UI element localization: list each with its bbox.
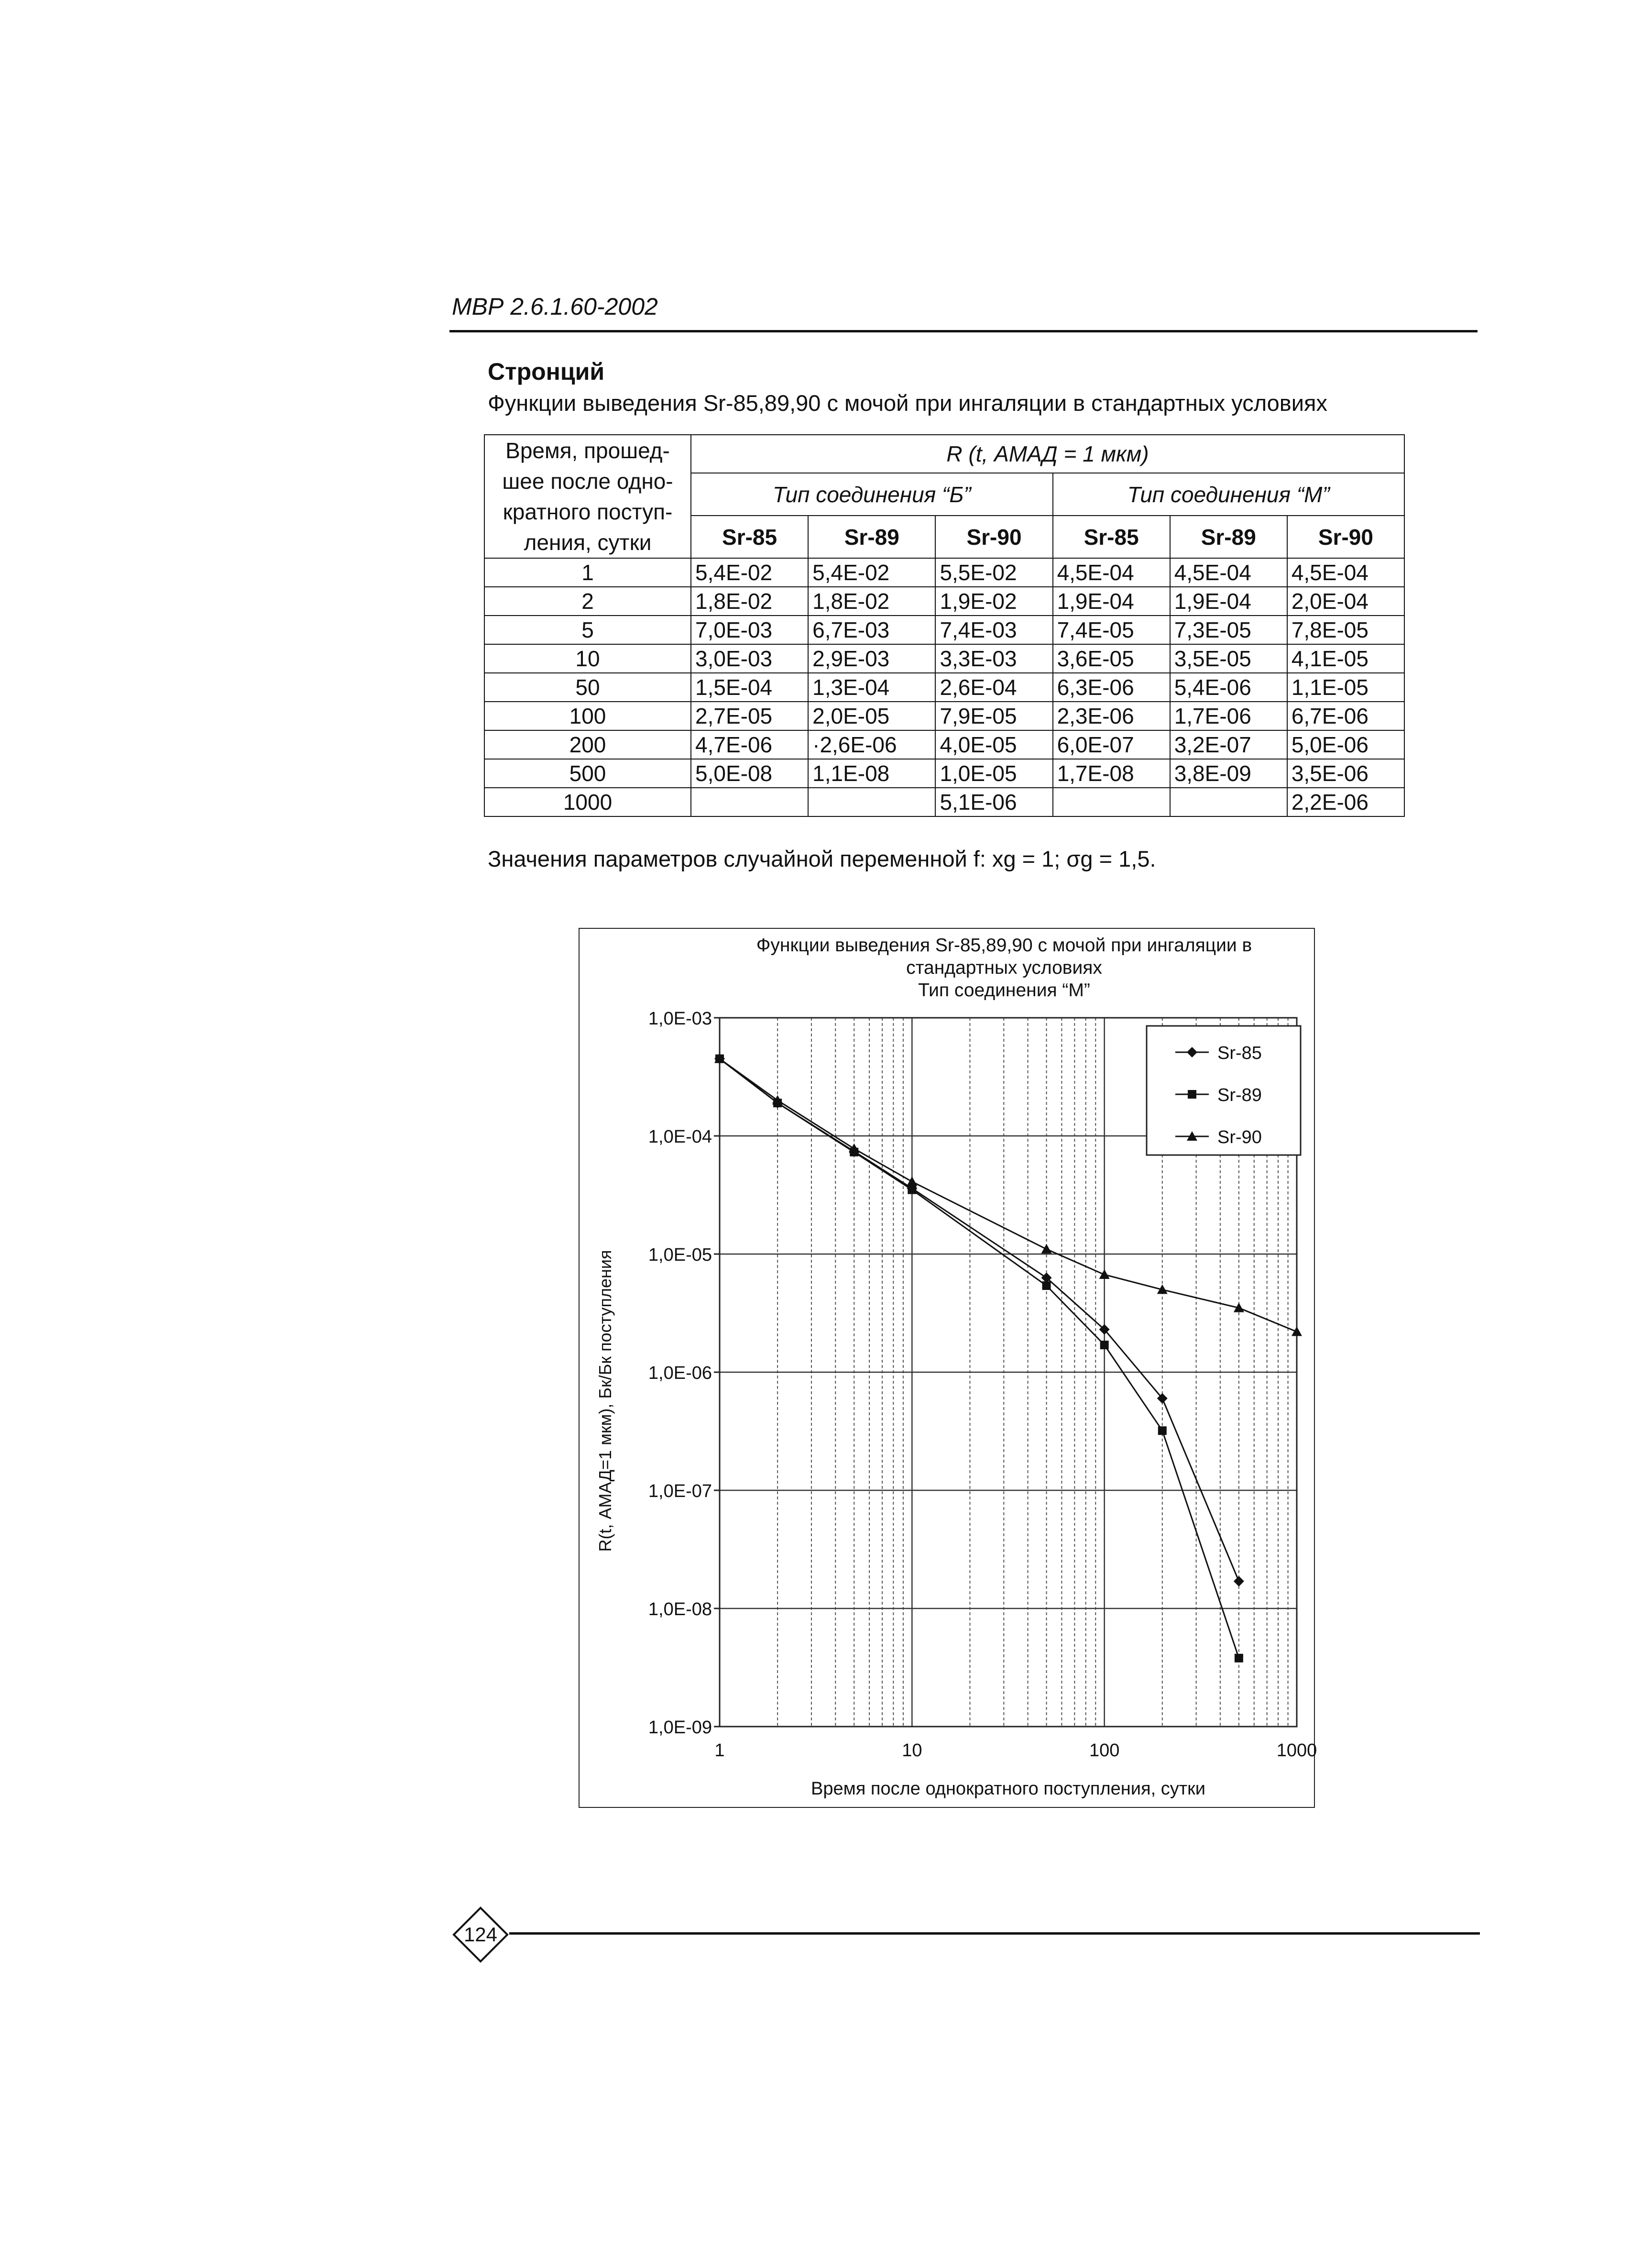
params-text: Значения параметров случайной переменной f: xg = 1; σg = 1,5. [488, 846, 1156, 871]
data-point-sr-90 [1041, 1244, 1052, 1254]
data-point-sr-89 [1235, 1654, 1243, 1662]
value-cell: 2,3E-06 [1053, 702, 1170, 730]
data-point-sr-89 [1100, 1341, 1109, 1349]
value-cell: 7,0E-03 [691, 616, 808, 644]
value-cell: 5,4E-02 [808, 558, 935, 587]
time-cell: 5 [484, 616, 691, 644]
isotope-header: Sr-89 [1170, 516, 1287, 558]
value-cell: 3,6E-05 [1053, 644, 1170, 673]
chart-title-line: Тип соединения “М” [918, 980, 1090, 1001]
value-cell: 1,3E-04 [808, 673, 935, 702]
data-point-sr-89 [908, 1186, 916, 1194]
chart-title-line: стандартных условиях [906, 958, 1102, 978]
data-point-sr-90 [1292, 1326, 1302, 1336]
x-tick-label: 1 [714, 1740, 725, 1761]
data-point-sr-89 [1042, 1281, 1051, 1290]
y-axis-title: R(t, АМАД=1 мкм), Бк/Бк поступления [595, 1250, 615, 1552]
value-cell: 5,1E-06 [935, 788, 1052, 816]
y-tick-label: 1,0E-03 [648, 1009, 712, 1029]
time-cell: 100 [484, 702, 691, 730]
data-point-sr-90 [907, 1177, 917, 1186]
x-axis-title: Время после однократного поступления, сутки [811, 1779, 1205, 1799]
value-cell: 2,2E-06 [1287, 788, 1404, 816]
x-tick-label: 1000 [1276, 1740, 1317, 1761]
value-cell: 5,5E-02 [935, 558, 1052, 587]
isotope-header: Sr-85 [691, 516, 808, 558]
value-cell: 7,4E-03 [935, 616, 1052, 644]
y-tick-label: 1,0E-09 [648, 1718, 712, 1738]
time-cell: 10 [484, 644, 691, 673]
time-cell: 50 [484, 673, 691, 702]
r-header: R (t, АМАД = 1 мкм) [691, 435, 1404, 473]
value-cell: 6,3E-06 [1053, 673, 1170, 702]
value-cell: 2,0E-04 [1287, 587, 1404, 616]
legend-label: Sr-85 [1217, 1043, 1262, 1063]
value-cell: 1,0E-05 [935, 759, 1052, 788]
value-cell: 1,8E-02 [808, 587, 935, 616]
value-cell: 6,0E-07 [1053, 730, 1170, 759]
value-cell: 4,1E-05 [1287, 644, 1404, 673]
isotope-header: Sr-90 [935, 516, 1052, 558]
value-cell: 4,5E-04 [1170, 558, 1287, 587]
value-cell: 3,2E-07 [1170, 730, 1287, 759]
value-cell: 1,1E-08 [808, 759, 935, 788]
footer-rule [509, 1932, 1480, 1935]
page-number-badge [452, 1906, 509, 1963]
y-tick-label: 1,0E-04 [648, 1127, 712, 1147]
page-number: 124 [463, 1923, 498, 1946]
value-cell: 5,0E-08 [691, 759, 808, 788]
value-cell: 6,7E-03 [808, 616, 935, 644]
value-cell: 3,5E-06 [1287, 759, 1404, 788]
y-tick-label: 1,0E-06 [648, 1363, 712, 1383]
value-cell: 2,9E-03 [808, 644, 935, 673]
group-m-header: Тип соединения “М” [1053, 473, 1404, 516]
value-cell: 2,0E-05 [808, 702, 935, 730]
data-point-sr-89 [1158, 1426, 1167, 1435]
value-cell: 4,5E-04 [1053, 558, 1170, 587]
value-cell: 5,4E-06 [1170, 673, 1287, 702]
value-cell: 7,9E-05 [935, 702, 1052, 730]
value-cell: 3,3E-03 [935, 644, 1052, 673]
value-cell: 5,0E-06 [1287, 730, 1404, 759]
value-cell: 7,3E-05 [1170, 616, 1287, 644]
value-cell: 5,4E-02 [691, 558, 808, 587]
isotope-header: Sr-85 [1053, 516, 1170, 558]
data-point-sr-90 [1099, 1269, 1110, 1279]
time-cell: 1 [484, 558, 691, 587]
value-cell: 3,0E-03 [691, 644, 808, 673]
data-point-sr-85 [1234, 1576, 1244, 1586]
value-cell: 4,5E-04 [1287, 558, 1404, 587]
value-cell: 3,5E-05 [1170, 644, 1287, 673]
value-cell: 1,9E-04 [1170, 587, 1287, 616]
section-title: Стронций [488, 358, 605, 385]
document-code: МВР 2.6.1.60-2002 [452, 293, 658, 320]
value-cell: 7,8E-05 [1287, 616, 1404, 644]
chart-title-line: Функции выведения Sr-85,89,90 с мочой при ингаляции в [756, 935, 1252, 956]
value-cell: 1,8E-02 [691, 587, 808, 616]
isotope-header: Sr-90 [1287, 516, 1404, 558]
value-cell: 1,9E-04 [1053, 587, 1170, 616]
y-tick-label: 1,0E-07 [648, 1481, 712, 1501]
value-cell: 1,7E-08 [1053, 759, 1170, 788]
table-caption: Функции выведения Sr-85,89,90 с мочой при ингаляции в стандартных условиях [488, 390, 1327, 416]
value-cell: ·2,6E-06 [808, 730, 935, 759]
value-cell: 1,9E-02 [935, 587, 1052, 616]
value-cell: 7,4E-05 [1053, 616, 1170, 644]
value-cell: 1,7E-06 [1170, 702, 1287, 730]
value-cell: 3,8E-09 [1170, 759, 1287, 788]
time-cell: 1000 [484, 788, 691, 816]
y-tick-label: 1,0E-08 [648, 1599, 712, 1619]
value-cell: 1,1E-05 [1287, 673, 1404, 702]
legend-marker [1188, 1090, 1196, 1099]
value-cell: 2,7E-05 [691, 702, 808, 730]
x-tick-label: 10 [902, 1740, 922, 1761]
x-tick-label: 100 [1089, 1740, 1120, 1761]
value-cell: 1,5E-04 [691, 673, 808, 702]
legend-label: Sr-89 [1217, 1085, 1262, 1105]
group-b-header: Тип соединения “Б” [691, 473, 1053, 516]
y-tick-label: 1,0E-05 [648, 1245, 712, 1265]
isotope-header: Sr-89 [808, 516, 935, 558]
value-cell: 6,7E-06 [1287, 702, 1404, 730]
time-cell: 500 [484, 759, 691, 788]
time-column-header: Время, прошед-шее после одно-кратного поступ-ления, сутки [484, 435, 691, 558]
value-cell: 4,0E-05 [935, 730, 1052, 759]
time-cell: 200 [484, 730, 691, 759]
value-cell: 4,7E-06 [691, 730, 808, 759]
value-cell: 2,6E-04 [935, 673, 1052, 702]
legend-label: Sr-90 [1217, 1127, 1262, 1147]
time-cell: 2 [484, 587, 691, 616]
